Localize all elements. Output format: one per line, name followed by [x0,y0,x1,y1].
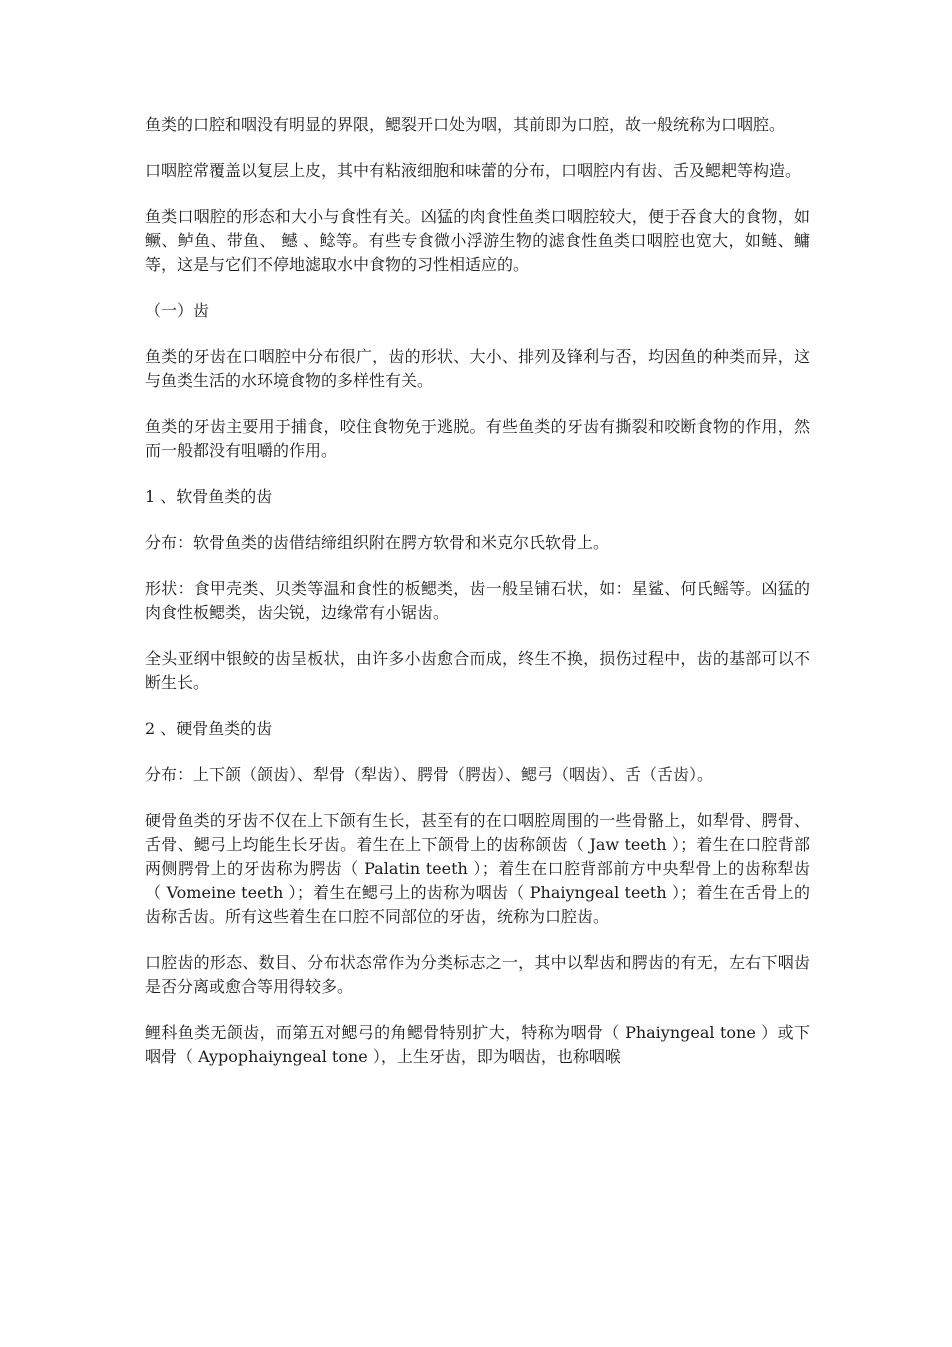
paragraph-12: 鲤科鱼类无颌齿，而第五对鳃弓的角鳃骨特别扩大，特称为咽骨（ Phaiyngeal tone ）或下咽骨（ Aypophaiyngeal tone ），上生牙齿，即为咽齿，也称咽喉 [145,1023,810,1066]
paragraph-11: 口腔齿的形态、数目、分布状态常作为分类标志之一，其中以犁齿和腭齿的有无，左右下咽齿是否分离或愈合等用得较多。 [145,953,810,996]
paragraph-6: 分布：软骨鱼类的齿借结缔组织附在腭方软骨和米克尔氏软骨上。 [145,533,610,552]
paragraph-3: 鱼类口咽腔的形态和大小与食性有关。凶猛的肉食性鱼类口咽腔较大，便于吞食大的食物，如鳜、鲈鱼、带鱼、 鳡 、鲶等。有些专食微小浮游生物的滤食性鱼类口咽腔也宽大，如鲢、鳙等，这是与它们不停地滤取水中食物的习性相适应的。 [145,207,810,274]
paragraph-2: 口咽腔常覆盖以复层上皮，其中有粘液细胞和味蕾的分布，口咽腔内有齿、舌及鳃耙等构造。 [145,161,802,180]
paragraph-5: 鱼类的牙齿主要用于捕食，咬住食物免于逃脱。有些鱼类的牙齿有撕裂和咬断食物的作用，然而一般都没有咀嚼的作用。 [145,417,810,460]
document-page [145,113,810,1091]
paragraph-1: 鱼类的口腔和咽没有明显的界限，鳃裂开口处为咽，其前即为口腔，故一般统称为口咽腔。 [145,115,786,134]
section-heading-teeth: （一）齿 [145,301,210,320]
paragraph-9: 分布：上下颌（颌齿）、犁骨（犁齿）、腭骨（腭齿）、鳃弓（咽齿）、舌（舌齿）。 [145,765,714,784]
paragraph-7: 形状：食甲壳类、贝类等温和食性的板鳃类，齿一般呈铺石状，如：星鲨、何氏鳐等。凶猛的肉食性板鳃类，齿尖锐，边缘常有小锯齿。 [145,579,810,622]
paragraph-8: 全头亚纲中银鲛的齿呈板状，由许多小齿愈合而成，终生不换，损伤过程中，齿的基部可以不断生长。 [145,649,810,692]
subheading-cartilaginous: 1 、软骨鱼类的齿 [145,487,273,506]
paragraph-4: 鱼类的牙齿在口咽腔中分布很广，齿的形状、大小、排列及锋利与否，均因鱼的种类而异，这与鱼类生活的水环境食物的多样性有关。 [145,347,810,390]
paragraph-10: 硬骨鱼类的牙齿不仅在上下颌有生长，甚至有的在口咽腔周围的一些骨骼上，如犁骨、腭骨、舌骨、鳃弓上均能生长牙齿。着生在上下颌骨上的齿称颌齿（ Jaw teeth ）；着生在口腔背部两侧腭骨上的牙齿称为腭齿（ Palatin teeth ）；着生在口腔背部前方中央犁骨上的齿称犁齿（ Vomeine teeth ）；着生在鳃弓上的齿称为咽齿（ Phaiyngeal teeth ）；着生在舌骨上的齿称舌齿。所有这些着生在口腔不同部位的牙齿，统称为口腔齿。 [145,811,810,926]
subheading-bony: 2 、硬骨鱼类的齿 [145,719,273,738]
